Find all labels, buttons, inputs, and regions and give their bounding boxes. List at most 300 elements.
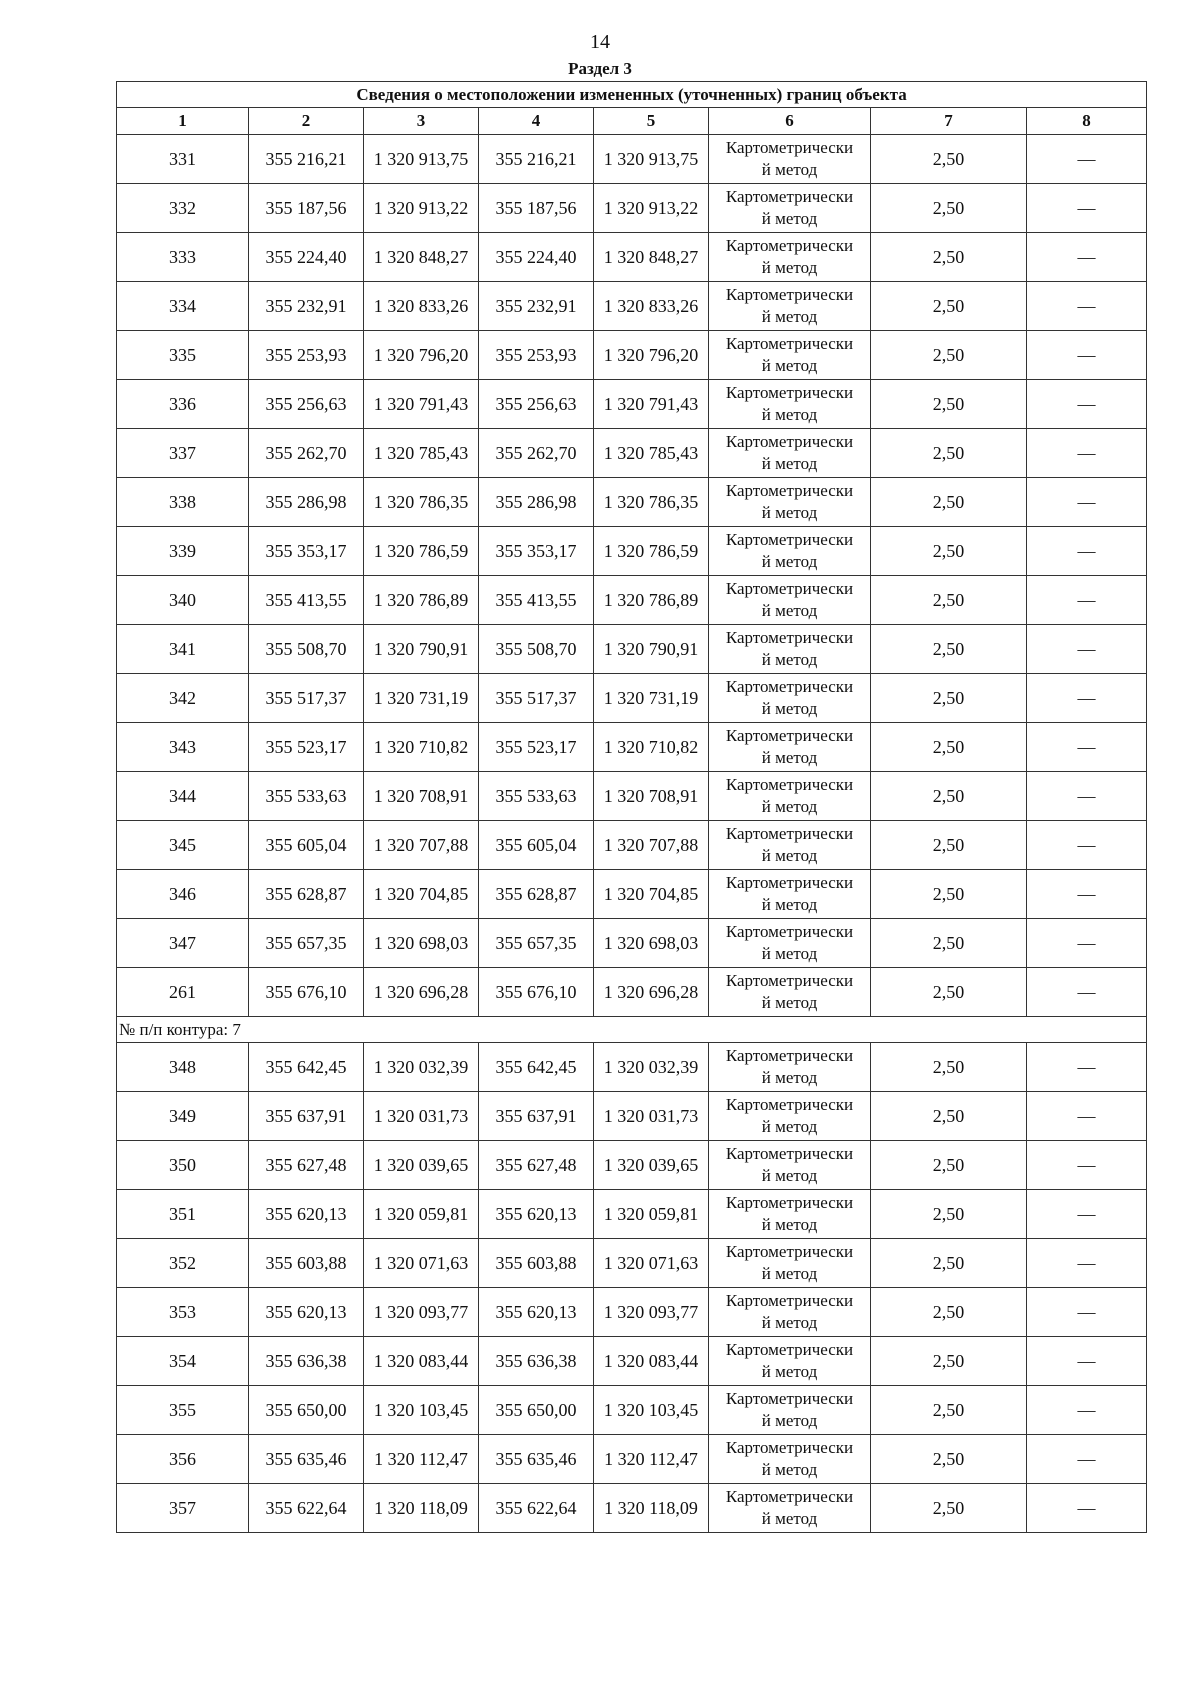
method-cell [709,1386,871,1435]
y-new-cell: 1 320 039,65 [594,1141,709,1190]
x-new-cell: 355 627,48 [479,1141,594,1190]
x-existing-cell: 355 605,04 [249,821,364,870]
y-existing-cell: 1 320 696,28 [364,968,479,1017]
x-existing-cell: 355 256,63 [249,380,364,429]
accuracy-cell: 2,50 [871,1288,1027,1337]
x-new-cell: 355 637,91 [479,1092,594,1141]
method-line-2: й метод [761,1166,818,1185]
method-line-1: Картометрически [725,1046,854,1065]
method-cell [709,821,871,870]
description-cell: — [1027,576,1147,625]
table-row [117,1190,1147,1239]
accuracy-cell: 2,50 [871,1435,1027,1484]
x-existing-cell: 355 262,70 [249,429,364,478]
y-existing-cell: 1 320 710,82 [364,723,479,772]
method-cell [709,380,871,429]
method-cell [709,282,871,331]
method-cell [709,1141,871,1190]
y-existing-cell: 1 320 791,43 [364,380,479,429]
y-existing-cell: 1 320 039,65 [364,1141,479,1190]
method-line-2: й метод [761,552,818,571]
method-cell [709,1337,871,1386]
method-line-2: й метод [761,601,818,620]
x-existing-cell: 355 508,70 [249,625,364,674]
y-new-cell: 1 320 786,59 [594,527,709,576]
contour-label: № п/п контура: 7 [117,1017,1147,1043]
description-cell: — [1027,429,1147,478]
method-line-1: Картометрически [725,1438,854,1457]
method-line-1: Картометрически [725,873,854,892]
point-number-cell: 348 [117,1043,249,1092]
table-row [117,380,1147,429]
method-line-2: й метод [761,944,818,963]
description-cell: — [1027,380,1147,429]
column-number-row [117,108,1147,135]
x-new-cell: 355 517,37 [479,674,594,723]
y-new-cell: 1 320 071,63 [594,1239,709,1288]
column-number: 6 [709,108,871,135]
method-line-1: Картометрически [725,187,854,206]
method-line-2: й метод [761,405,818,424]
point-number-cell: 351 [117,1190,249,1239]
description-cell: — [1027,1043,1147,1092]
point-number-cell: 339 [117,527,249,576]
accuracy-cell: 2,50 [871,135,1027,184]
method-line-2: й метод [761,503,818,522]
table-row [117,1435,1147,1484]
table-row [117,1043,1147,1092]
method-line-2: й метод [761,895,818,914]
column-number: 1 [117,108,249,135]
method-line-1: Картометрически [725,1340,854,1359]
method-line-1: Картометрически [725,1095,854,1114]
table-row [117,870,1147,919]
description-cell: — [1027,184,1147,233]
x-existing-cell: 355 286,98 [249,478,364,527]
point-number-cell: 338 [117,478,249,527]
x-new-cell: 355 413,55 [479,576,594,625]
y-existing-cell: 1 320 796,20 [364,331,479,380]
accuracy-cell: 2,50 [871,233,1027,282]
method-line-1: Картометрически [725,726,854,745]
method-line-1: Картометрически [725,1242,854,1261]
point-number-cell: 354 [117,1337,249,1386]
method-line-1: Картометрически [725,1487,854,1506]
x-new-cell: 355 628,87 [479,870,594,919]
method-cell [709,1484,871,1533]
table-row [117,576,1147,625]
method-line-2: й метод [761,209,818,228]
method-cell [709,919,871,968]
description-cell: — [1027,674,1147,723]
y-existing-cell: 1 320 103,45 [364,1386,479,1435]
x-new-cell: 355 262,70 [479,429,594,478]
y-new-cell: 1 320 848,27 [594,233,709,282]
point-number-cell: 261 [117,968,249,1017]
y-new-cell: 1 320 710,82 [594,723,709,772]
y-new-cell: 1 320 704,85 [594,870,709,919]
accuracy-cell: 2,50 [871,1092,1027,1141]
description-cell: — [1027,282,1147,331]
y-new-cell: 1 320 786,35 [594,478,709,527]
point-number-cell: 333 [117,233,249,282]
method-line-1: Картометрически [725,971,854,990]
point-number-cell: 336 [117,380,249,429]
x-existing-cell: 355 353,17 [249,527,364,576]
method-cell [709,184,871,233]
point-number-cell: 353 [117,1288,249,1337]
accuracy-cell: 2,50 [871,1337,1027,1386]
table-caption: Сведения о местоположении измененных (уточненных) границ объекта [117,82,1147,108]
method-line-1: Картометрически [725,285,854,304]
description-cell: — [1027,968,1147,1017]
point-number-cell: 349 [117,1092,249,1141]
y-new-cell: 1 320 791,43 [594,380,709,429]
y-existing-cell: 1 320 848,27 [364,233,479,282]
table-row [117,772,1147,821]
table-row [117,1337,1147,1386]
description-cell: — [1027,625,1147,674]
point-number-cell: 334 [117,282,249,331]
method-line-1: Картометрически [725,775,854,794]
accuracy-cell: 2,50 [871,184,1027,233]
y-existing-cell: 1 320 704,85 [364,870,479,919]
x-new-cell: 355 603,88 [479,1239,594,1288]
y-new-cell: 1 320 785,43 [594,429,709,478]
table-row [117,282,1147,331]
table-row [117,135,1147,184]
description-cell: — [1027,135,1147,184]
x-new-cell: 355 253,93 [479,331,594,380]
description-cell: — [1027,1239,1147,1288]
point-number-cell: 331 [117,135,249,184]
x-new-cell: 355 635,46 [479,1435,594,1484]
x-new-cell: 355 216,21 [479,135,594,184]
y-existing-cell: 1 320 118,09 [364,1484,479,1533]
method-cell [709,1092,871,1141]
y-existing-cell: 1 320 071,63 [364,1239,479,1288]
table-row [117,1239,1147,1288]
y-new-cell: 1 320 913,75 [594,135,709,184]
x-existing-cell: 355 224,40 [249,233,364,282]
section-title: Раздел 3 [568,59,632,78]
y-existing-cell: 1 320 913,22 [364,184,479,233]
y-existing-cell: 1 320 786,59 [364,527,479,576]
method-cell [709,1239,871,1288]
point-number-cell: 355 [117,1386,249,1435]
method-line-1: Картометрически [725,1193,854,1212]
method-cell [709,135,871,184]
accuracy-cell: 2,50 [871,723,1027,772]
x-existing-cell: 355 635,46 [249,1435,364,1484]
point-number-cell: 332 [117,184,249,233]
y-existing-cell: 1 320 698,03 [364,919,479,968]
x-existing-cell: 355 523,17 [249,723,364,772]
description-cell: — [1027,870,1147,919]
x-new-cell: 355 508,70 [479,625,594,674]
method-line-2: й метод [761,797,818,816]
y-existing-cell: 1 320 833,26 [364,282,479,331]
method-cell [709,625,871,674]
point-number-cell: 343 [117,723,249,772]
table-row [117,184,1147,233]
accuracy-cell: 2,50 [871,919,1027,968]
x-new-cell: 355 676,10 [479,968,594,1017]
y-new-cell: 1 320 103,45 [594,1386,709,1435]
accuracy-cell: 2,50 [871,968,1027,1017]
method-line-2: й метод [761,1215,818,1234]
method-line-1: Картометрически [725,481,854,500]
table-row [117,723,1147,772]
x-existing-cell: 355 603,88 [249,1239,364,1288]
y-new-cell: 1 320 032,39 [594,1043,709,1092]
y-new-cell: 1 320 118,09 [594,1484,709,1533]
point-number-cell: 346 [117,870,249,919]
y-existing-cell: 1 320 032,39 [364,1043,479,1092]
y-new-cell: 1 320 112,47 [594,1435,709,1484]
method-line-1: Картометрически [725,236,854,255]
accuracy-cell: 2,50 [871,1141,1027,1190]
accuracy-cell: 2,50 [871,870,1027,919]
accuracy-cell: 2,50 [871,674,1027,723]
method-line-1: Картометрически [725,138,854,157]
method-line-2: й метод [761,1068,818,1087]
column-number: 5 [594,108,709,135]
x-new-cell: 355 622,64 [479,1484,594,1533]
x-new-cell: 355 523,17 [479,723,594,772]
method-cell [709,968,871,1017]
method-cell [709,1435,871,1484]
table-row [117,478,1147,527]
description-cell: — [1027,821,1147,870]
column-number: 3 [364,108,479,135]
y-new-cell: 1 320 707,88 [594,821,709,870]
x-existing-cell: 355 413,55 [249,576,364,625]
point-number-cell: 356 [117,1435,249,1484]
method-cell [709,1043,871,1092]
x-existing-cell: 355 620,13 [249,1288,364,1337]
description-cell: — [1027,919,1147,968]
accuracy-cell: 2,50 [871,380,1027,429]
point-number-cell: 341 [117,625,249,674]
method-line-1: Картометрически [725,1144,854,1163]
x-existing-cell: 355 637,91 [249,1092,364,1141]
description-cell: — [1027,1092,1147,1141]
point-number-cell: 352 [117,1239,249,1288]
method-line-2: й метод [761,748,818,767]
accuracy-cell: 2,50 [871,772,1027,821]
table-row [117,331,1147,380]
x-existing-cell: 355 620,13 [249,1190,364,1239]
x-existing-cell: 355 628,87 [249,870,364,919]
x-new-cell: 355 620,13 [479,1190,594,1239]
method-line-2: й метод [761,1411,818,1430]
y-new-cell: 1 320 796,20 [594,331,709,380]
x-new-cell: 355 232,91 [479,282,594,331]
boundary-coordinates-table [116,81,1147,1533]
method-line-1: Картометрически [725,922,854,941]
y-new-cell: 1 320 093,77 [594,1288,709,1337]
method-line-2: й метод [761,258,818,277]
table-row [117,1092,1147,1141]
description-cell: — [1027,1190,1147,1239]
method-line-2: й метод [761,1117,818,1136]
x-existing-cell: 355 517,37 [249,674,364,723]
column-number: 2 [249,108,364,135]
table-body-after-contour [117,1043,1147,1533]
y-existing-cell: 1 320 786,89 [364,576,479,625]
method-cell [709,429,871,478]
accuracy-cell: 2,50 [871,527,1027,576]
method-line-1: Картометрически [725,824,854,843]
method-line-1: Картометрически [725,334,854,353]
point-number-cell: 344 [117,772,249,821]
column-number: 8 [1027,108,1147,135]
y-existing-cell: 1 320 790,91 [364,625,479,674]
accuracy-cell: 2,50 [871,625,1027,674]
description-cell: — [1027,1337,1147,1386]
y-existing-cell: 1 320 112,47 [364,1435,479,1484]
x-existing-cell: 355 232,91 [249,282,364,331]
description-cell: — [1027,1435,1147,1484]
point-number-cell: 337 [117,429,249,478]
y-new-cell: 1 320 790,91 [594,625,709,674]
method-line-2: й метод [761,307,818,326]
point-number-cell: 345 [117,821,249,870]
x-new-cell: 355 636,38 [479,1337,594,1386]
description-cell: — [1027,1386,1147,1435]
table-row [117,527,1147,576]
method-line-2: й метод [761,454,818,473]
table-row [117,1288,1147,1337]
method-line-2: й метод [761,1460,818,1479]
table-row [117,919,1147,968]
y-new-cell: 1 320 083,44 [594,1337,709,1386]
x-new-cell: 355 605,04 [479,821,594,870]
x-existing-cell: 355 627,48 [249,1141,364,1190]
column-number: 7 [871,108,1027,135]
column-number: 4 [479,108,594,135]
description-cell: — [1027,527,1147,576]
x-new-cell: 355 224,40 [479,233,594,282]
point-number-cell: 347 [117,919,249,968]
point-number-cell: 350 [117,1141,249,1190]
x-new-cell: 355 187,56 [479,184,594,233]
y-existing-cell: 1 320 031,73 [364,1092,479,1141]
method-cell [709,527,871,576]
point-number-cell: 340 [117,576,249,625]
method-line-2: й метод [761,1313,818,1332]
y-new-cell: 1 320 731,19 [594,674,709,723]
accuracy-cell: 2,50 [871,282,1027,331]
x-existing-cell: 355 253,93 [249,331,364,380]
y-new-cell: 1 320 833,26 [594,282,709,331]
description-cell: — [1027,1484,1147,1533]
y-existing-cell: 1 320 786,35 [364,478,479,527]
method-cell [709,772,871,821]
method-line-1: Картометрически [725,677,854,696]
y-existing-cell: 1 320 731,19 [364,674,479,723]
accuracy-cell: 2,50 [871,331,1027,380]
method-line-2: й метод [761,356,818,375]
x-existing-cell: 355 642,45 [249,1043,364,1092]
y-new-cell: 1 320 696,28 [594,968,709,1017]
accuracy-cell: 2,50 [871,821,1027,870]
table-row [117,1386,1147,1435]
method-line-2: й метод [761,1509,818,1528]
y-existing-cell: 1 320 913,75 [364,135,479,184]
x-new-cell: 355 650,00 [479,1386,594,1435]
point-number-cell: 342 [117,674,249,723]
y-new-cell: 1 320 698,03 [594,919,709,968]
accuracy-cell: 2,50 [871,429,1027,478]
accuracy-cell: 2,50 [871,1239,1027,1288]
table-row [117,968,1147,1017]
x-new-cell: 355 657,35 [479,919,594,968]
accuracy-cell: 2,50 [871,576,1027,625]
contour-separator [117,1017,1147,1043]
table-row [117,625,1147,674]
method-cell [709,723,871,772]
method-cell [709,478,871,527]
x-existing-cell: 355 216,21 [249,135,364,184]
y-existing-cell: 1 320 059,81 [364,1190,479,1239]
point-number-cell: 335 [117,331,249,380]
method-line-1: Картометрически [725,1291,854,1310]
page-number: 14 [590,31,610,53]
method-line-1: Картометрически [725,628,854,647]
method-line-1: Картометрически [725,1389,854,1408]
x-existing-cell: 355 657,35 [249,919,364,968]
description-cell: — [1027,1141,1147,1190]
y-existing-cell: 1 320 093,77 [364,1288,479,1337]
method-cell [709,870,871,919]
method-cell [709,674,871,723]
table-row [117,429,1147,478]
description-cell: — [1027,1288,1147,1337]
method-line-2: й метод [761,846,818,865]
y-existing-cell: 1 320 707,88 [364,821,479,870]
y-new-cell: 1 320 913,22 [594,184,709,233]
accuracy-cell: 2,50 [871,1190,1027,1239]
description-cell: — [1027,331,1147,380]
method-line-1: Картометрически [725,383,854,402]
description-cell: — [1027,478,1147,527]
method-line-2: й метод [761,993,818,1012]
x-new-cell: 355 256,63 [479,380,594,429]
method-cell [709,1190,871,1239]
table-row [117,233,1147,282]
y-new-cell: 1 320 786,89 [594,576,709,625]
method-line-1: Картометрически [725,530,854,549]
table-row [117,674,1147,723]
method-cell [709,1288,871,1337]
description-cell: — [1027,772,1147,821]
x-existing-cell: 355 187,56 [249,184,364,233]
method-cell [709,576,871,625]
y-existing-cell: 1 320 083,44 [364,1337,479,1386]
method-line-2: й метод [761,160,818,179]
x-existing-cell: 355 676,10 [249,968,364,1017]
description-cell: — [1027,723,1147,772]
table-row [117,1141,1147,1190]
method-line-1: Картометрически [725,579,854,598]
method-line-1: Картометрически [725,432,854,451]
accuracy-cell: 2,50 [871,1043,1027,1092]
y-new-cell: 1 320 059,81 [594,1190,709,1239]
y-existing-cell: 1 320 785,43 [364,429,479,478]
accuracy-cell: 2,50 [871,1484,1027,1533]
